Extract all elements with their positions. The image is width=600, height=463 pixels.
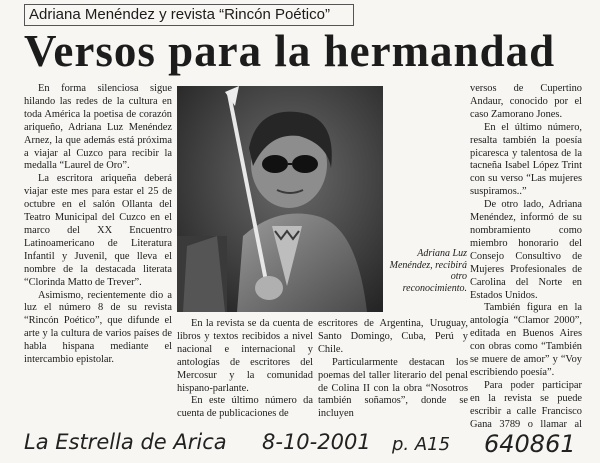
article-photo (177, 86, 383, 312)
paragraph: versos de Cupertino Andaur, conocido por el caso Zamorano Jones. (470, 83, 582, 120)
paragraph: También figura en la antología “Clamor 2000”, editada en Buenos Aires con obras como “También se muere de amor” y “Voy escribiendo poesía”. (470, 302, 582, 378)
annotation-date: 8-10-2001 (262, 430, 371, 454)
photo-caption: Adriana Luz Menéndez, recibirá otro reconocimiento. (389, 248, 467, 294)
text-column-2 (177, 318, 313, 423)
handwritten-annotation (24, 428, 584, 462)
article-kicker: Adriana Menéndez y revista “Rincón Poético” (24, 4, 354, 26)
paragraph: En el último número, resalta también la poesía picaresca y talentosa de la tacneña Isabel López Trint con su verso “Las mujeres suspiramos..” (470, 121, 582, 198)
text-column-1 (24, 83, 172, 423)
article-headline: Versos para la hermandad (24, 26, 556, 76)
paragraph: En la revista se da cuenta de libros y textos recibidos a nivel nacional e internacional y antologías de escritores del Mercosur y la comunidad hispano-parlante. (177, 318, 313, 394)
text-column-4 (470, 83, 582, 429)
paragraph: Asimismo, recientemente dio a luz el número 8 de su revista “Rincón Poético”, que difunde el arte y la cultura de varios países de habla hispana mediante el intercambio epistolar. (24, 289, 172, 366)
paragraph: De otro lado, Adriana Menéndez, informó de su nombramiento como miembro honorario del Consejo Consultivo de Mujeres Profesionales de Carolina del Norte en Estados Unidos. (470, 199, 582, 301)
paragraph: En forma silenciosa sigue hilando las redes de la cultura en toda América la poetisa de corazón ariqueño, Adriana Luz Menéndez Arnez, la que además está próxima a viajar al Cuzco para recibir la medalla “Laurel de Oro”. (24, 83, 172, 172)
text-column-3 (318, 318, 468, 423)
paragraph: Para poder participar en la revista se puede escribir a calle Francisco Gana 3789 o llamar al (470, 379, 582, 429)
paragraph: La escritora ariqueña deberá viajar este mes para estar el 25 de octubre en el salón Ollanta del Teatro Municipal del Cuzco en el marco del XX Encuentro Latinoamericano de Literatura Infantil y Juvenil, que lleva el nombre de la destacada literata “Clorinda Matto de Trever”. (24, 173, 172, 288)
annotation-code: 640861 (484, 430, 576, 458)
paragraph: En este último número da cuenta de publicaciones de (177, 395, 313, 420)
portrait-photo-illustration (177, 86, 383, 312)
paragraph: escritores de Argentina, Uruguay, Santo Domingo, Cuba, Perú y Chile. (318, 318, 468, 355)
paragraph: Particularmente destacan los poemas del taller literario del penal de Colina II con la obra “Nosotros también soñamos”, donde se incluyen (318, 356, 468, 420)
annotation-page: p. A15 (392, 434, 451, 455)
annotation-publication: La Estrella de Arica (24, 430, 227, 454)
